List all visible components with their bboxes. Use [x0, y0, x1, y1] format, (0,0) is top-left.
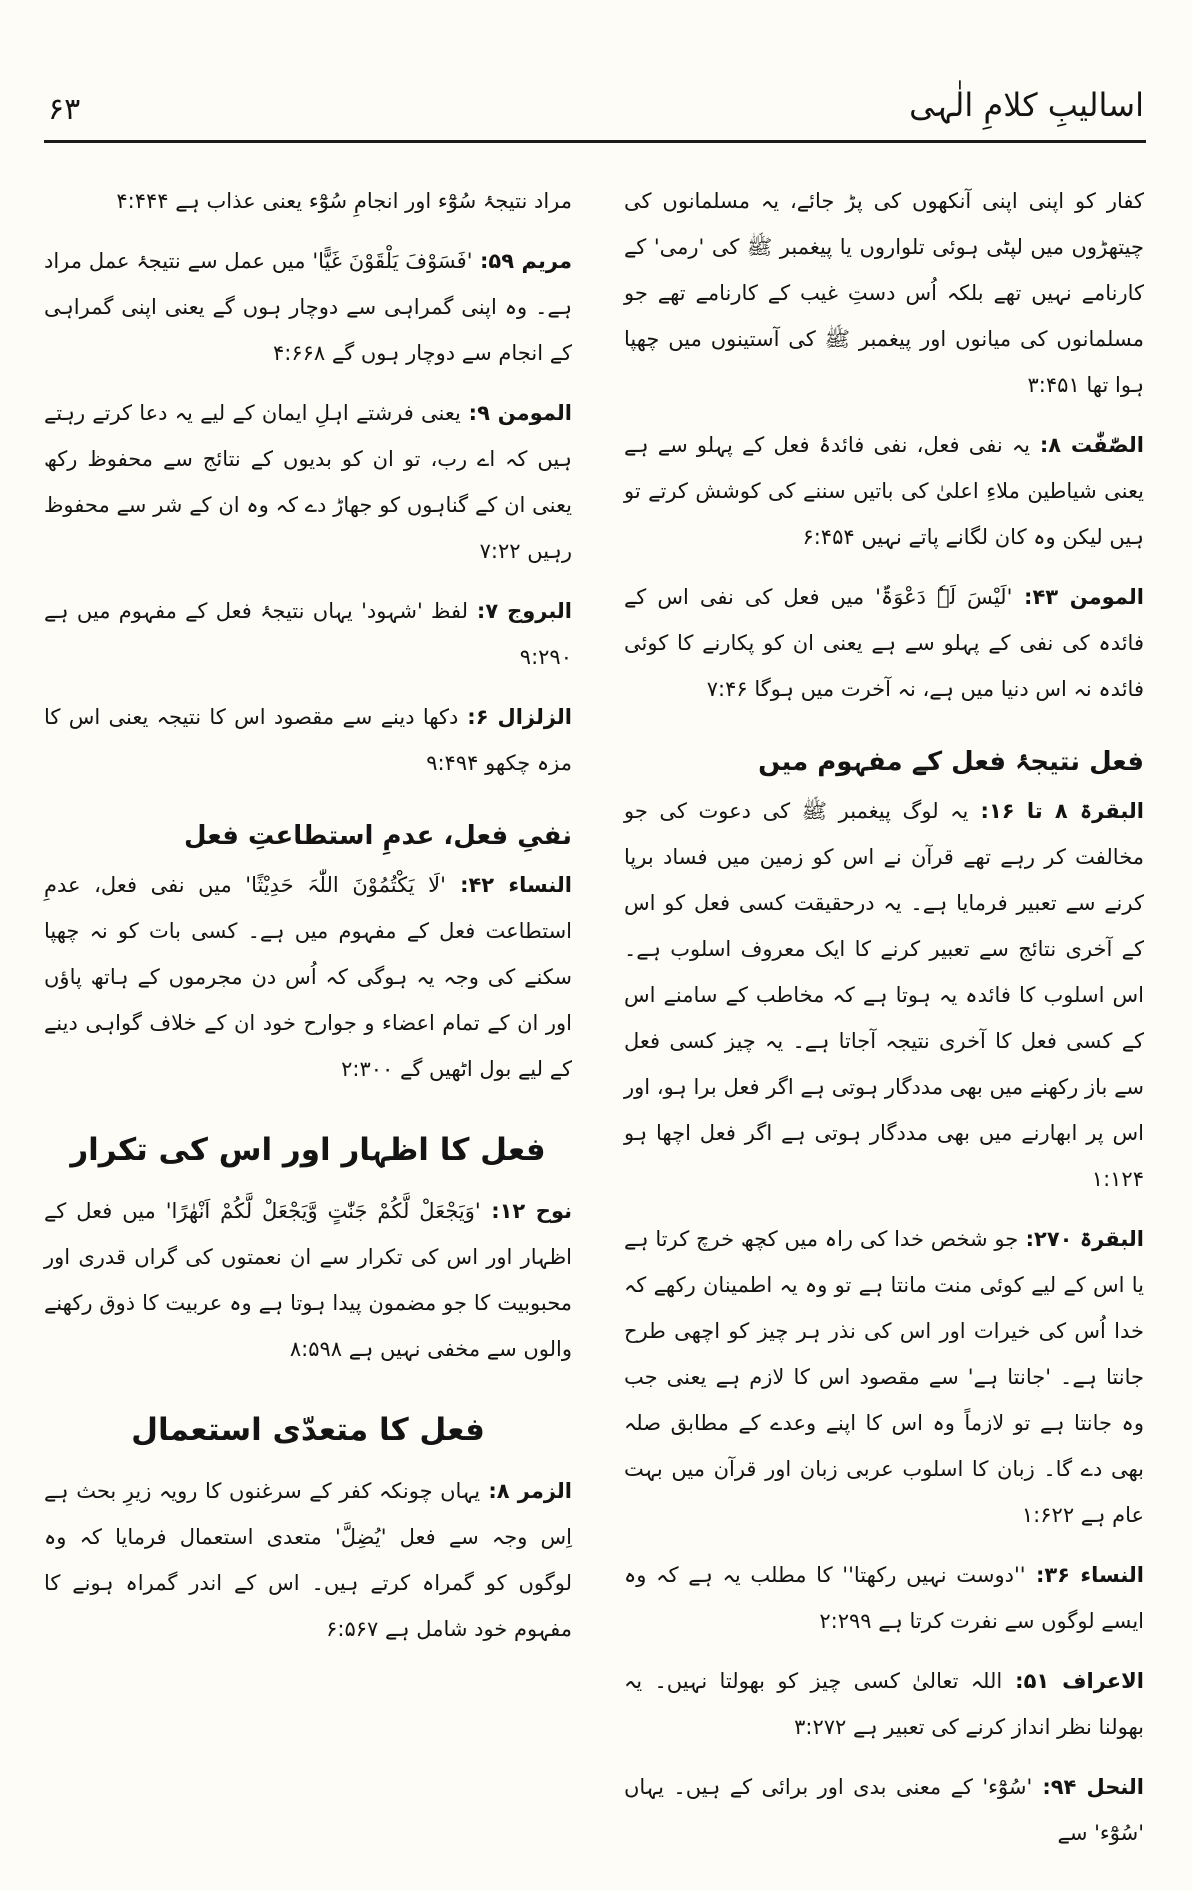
- paragraph-text: ''دوست نہیں رکھتا'' کا مطلب یہ ہے کہ وہ ایسے لوگوں سے نفرت کرتا ہے ۲:۲۹۹: [624, 1563, 1144, 1633]
- paragraph: [44, 390, 572, 574]
- paragraph-text: جو شخص خدا کی راہ میں کچھ خرچ کرتا ہے یا اس کے لیے کوئی منت مانتا ہے تو وہ یہ اطمینان رکھے کہ خدا اُس کی خیرات اور اس کی نذر ہر چیز کو اچھی طرح جانتا ہے۔ 'جانتا ہے' سے مقصود اس کا لازم ہے یعنی جب وہ جانتا ہے تو لازماً وہ اس کا اپنے وعدے کے مطابق صلہ بھی دے گا۔ زبان کا اسلوب عربی زبان اور قرآن میں بہت عام ہے ۱:۶۲۲: [624, 1227, 1144, 1527]
- verse-reference: نوح ۱۲:: [480, 1199, 572, 1223]
- paragraph: [44, 862, 572, 1092]
- verse-reference: الاعراف ۵۱:: [1002, 1669, 1144, 1693]
- paragraph: [44, 178, 572, 224]
- verse-reference: النساء ۳۶:: [1025, 1563, 1144, 1587]
- verse-reference: مریم ۵۹:: [472, 249, 572, 273]
- paragraph-text: یعنی فرشتے اہلِ ایمان کے لیے یہ دعا کرتے رہتے ہیں کہ اے رب، تو ان کو بدیوں کے نتائج سے محفوظ رکھ یعنی ان کے گناہوں کو جھاڑ دے کہ وہ ان کے شر سے محفوظ رہیں ۷:۲۲: [44, 401, 572, 563]
- paragraph-text: 'فَسَوْفَ یَلْقَوْنَ غَیًّا' میں عمل سے نتیجۂ عمل مراد ہے۔ وہ اپنی گمراہی سے دوچار ہوں گے یعنی اپنی گمراہی کے انجام سے دوچار ہوں گے ۴:۶۶۸: [44, 249, 572, 365]
- paragraph: [624, 788, 1144, 1202]
- paragraph-text: 'سُوْٓء' کے معنی بدی اور برائی کے ہیں۔ یہاں 'سُوْٓء' سے: [624, 1775, 1144, 1845]
- page-number: ۶۳: [48, 92, 81, 127]
- paragraph-text: اللہ تعالیٰ کسی چیز کو بھولتا نہیں۔ یہ بھولنا نظر انداز کرنے کی تعبیر ہے ۳:۲۷۲: [624, 1669, 1144, 1739]
- paragraph-text: یہ لوگ پیغمبر ﷺ کی دعوت کی جو مخالفت کر رہے تھے قرآن نے اس کو زمین میں فساد برپا کرنے سے تعبیر فرمایا ہے۔ یہ درحقیقت کسی فعل کو اس کے آخری نتائج سے تعبیر کرنے کا ایک معروف اسلوب ہے۔ اس اسلوب کا فائدہ یہ ہوتا ہے کہ مخاطب کے سامنے اس کے کسی فعل کا آخری نتیجہ آجاتا ہے۔ یہ چیز کسی فعل سے باز رکھنے میں بھی مددگار ہوتی ہے اگر فعل برا ہو، اور اس پر ابھارنے میں بھی مددگار ہوتی ہے اگر فعل اچھا ہو ۱:۱۲۴: [624, 799, 1144, 1191]
- section-heading: فعل کا اظہار اور اس کی تکرار: [70, 1132, 546, 1168]
- paragraph-text: 'لَا یَکْتُمُوْنَ اللّٰہَ حَدِیْثًا' میں نفی فعل، عدمِ استطاعت فعل کے مفہوم میں ہے۔ کسی بات کو نہ چھپا سکنے کی وجہ یہ ہوگی کہ اُس دن مجرموں کے ہاتھ پاؤں اور ان کے تمام اعضاء و جوارح خود ان کے خلاف گواہی دینے کے لیے بول اٹھیں گے ۲:۳۰۰: [44, 873, 572, 1081]
- paragraph: [44, 1468, 572, 1652]
- paragraph: [624, 1216, 1144, 1538]
- paragraph: [44, 694, 572, 786]
- paragraph: [44, 588, 572, 680]
- paragraph: [624, 1658, 1144, 1750]
- verse-reference: الصّٰفّٰت ۸:: [1030, 433, 1144, 457]
- paragraph-text: مراد نتیجۂ سُوْٓء اور انجامِ سُوْٓء یعنی عذاب ہے ۴:۴۴۴: [116, 189, 572, 213]
- verse-reference: البقرۃ ۲۷۰:: [1018, 1227, 1144, 1251]
- paragraph-text: دکھا دینے سے مقصود اس کا نتیجہ یعنی اس کا مزہ چکھو ۹:۴۹۴: [44, 705, 572, 775]
- paragraph-text: 'لَیْسَ لَہٗ دَعْوَۃٌ' میں فعل کی نفی اس کے فائدہ کی نفی کے پہلو سے ہے یعنی ان کو پکارنے کا کوئی فائدہ نہ اس دنیا میں ہے، نہ آخرت میں ہوگا ۷:۴۶: [624, 585, 1144, 701]
- paragraph: [44, 238, 572, 376]
- verse-reference: البروج ۷:: [467, 599, 573, 623]
- running-title: اسالیبِ کلامِ الٰہی: [909, 86, 1144, 124]
- verse-reference: النساء ۴۲:: [445, 873, 572, 897]
- verse-reference: البقرۃ ۸ تا ۱۶:: [968, 799, 1144, 823]
- verse-reference: الزمر ۸:: [480, 1479, 572, 1503]
- paragraph-text: 'وَیَجْعَلْ لَّکُمْ جَنّٰتٍ وَّیَجْعَلْ لَّکُمْ اَنْھٰرًا' میں فعل کے اظہار اور اس کی تکرار سے ان نعمتوں کی گراں قدری اور محبوبیت کا جو مضمون پیدا ہوتا ہے وہ عربیت کا ذوق رکھنے والوں سے مخفی نہیں ہے ۸:۵۹۸: [44, 1199, 572, 1361]
- paragraph-text: لفظ 'شہود' یہاں نتیجۂ فعل کے مفہوم میں ہے ۹:۲۹۰: [44, 599, 572, 669]
- verse-reference: النحل ۹۴:: [1032, 1775, 1144, 1799]
- paragraph: [624, 1764, 1144, 1856]
- paragraph: [624, 1552, 1144, 1644]
- section-heading: فعل کا متعدّی استعمال: [131, 1412, 485, 1448]
- paragraph: [44, 1188, 572, 1372]
- paragraph: [624, 178, 1144, 408]
- paragraph-text: یہاں چونکہ کفر کے سرغنوں کا رویہ زیرِ بحث ہے اِس وجہ سے فعل 'یُضِلَّ' متعدی استعمال فرمایا کہ وہ لوگوں کو گمراہ کرتے ہیں۔ اس کے اندر گمراہ ہونے کا مفہوم خود شامل ہے ۶:۵۶۷: [44, 1479, 572, 1641]
- header-rule: [44, 140, 1146, 143]
- left-column: [44, 178, 572, 1666]
- paragraph: [624, 422, 1144, 560]
- paragraph-text: کفار کو اپنی اپنی آنکھوں کی پڑ جائے، یہ مسلمانوں کی چیتھڑوں میں لپٹی ہوئی تلواروں یا پیغمبر ﷺ کی 'رمی' کے کارنامے نہیں تھے بلکہ اُس دستِ غیب کے کارنامے تھے جو مسلمانوں کی میانوں اور پیغمبر ﷺ کی آستینوں میں چھپا ہوا تھا ۳:۴۵۱: [624, 189, 1144, 397]
- right-column: [624, 178, 1144, 1870]
- paragraph-text: یہ نفی فعل، نفی فائدۂ فعل کے پہلو سے ہے یعنی شیاطین ملاءِ اعلیٰ کی باتیں سننے کی کوشش کرتے تو ہیں لیکن وہ کان لگانے پاتے نہیں ۶:۴۵۴: [624, 433, 1144, 549]
- sub-heading: فعل نتیجۂ فعل کے مفہوم میں: [758, 747, 1144, 777]
- verse-reference: المومن ۴۳:: [1012, 585, 1144, 609]
- verse-reference: الزلزال ۶:: [458, 705, 573, 729]
- verse-reference: المومن ۹:: [460, 401, 572, 425]
- sub-heading: نفیِ فعل، عدمِ استطاعتِ فعل: [184, 821, 572, 851]
- paragraph: [624, 574, 1144, 712]
